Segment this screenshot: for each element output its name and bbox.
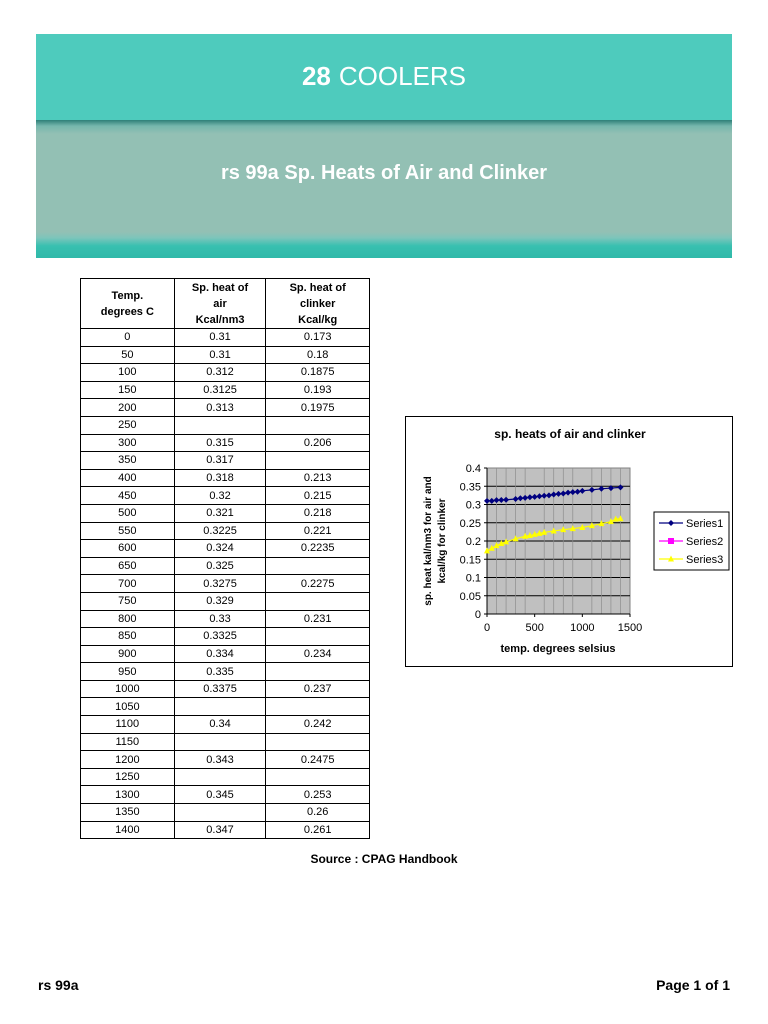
y-tick-label: 0.3 <box>465 499 481 512</box>
table-cell: 0.218 <box>266 504 370 522</box>
table-cell: 550 <box>81 522 175 540</box>
table-cell: 0.347 <box>174 821 266 839</box>
table-cell: 450 <box>81 487 175 505</box>
table-cell: 0.221 <box>266 522 370 540</box>
table-header-cell: Sp. heat of clinker Kcal/kg <box>266 279 370 329</box>
table-row <box>81 821 370 839</box>
table-cell: 0.2475 <box>266 751 370 769</box>
y-tick-label: 0.05 <box>459 590 481 603</box>
y-tick-label: 0.25 <box>459 517 481 530</box>
table-cell: 0.345 <box>174 786 266 804</box>
y-axis-label: kcal/kg for clinker <box>437 498 448 584</box>
table-cell: 850 <box>81 628 175 646</box>
table-cell: 0.313 <box>174 399 266 417</box>
table-cell: 1000 <box>81 680 175 698</box>
table-cell: 0.234 <box>266 645 370 663</box>
table-row <box>81 522 370 540</box>
table-cell <box>266 592 370 610</box>
table-cell <box>266 557 370 575</box>
table-cell: 150 <box>81 381 175 399</box>
table-cell: 1200 <box>81 751 175 769</box>
table-cell: 300 <box>81 434 175 452</box>
table-cell <box>266 416 370 434</box>
table-row <box>81 751 370 769</box>
table-cell: 0.213 <box>266 469 370 487</box>
table-row <box>81 540 370 558</box>
table-cell: 0.312 <box>174 364 266 382</box>
table-row <box>81 575 370 593</box>
table-row <box>81 698 370 716</box>
table-cell: 0.329 <box>174 592 266 610</box>
table-row <box>81 469 370 487</box>
table-cell: 0.2275 <box>266 575 370 593</box>
table-cell: 0.317 <box>174 452 266 470</box>
table-cell: 0.343 <box>174 751 266 769</box>
table-cell: 650 <box>81 557 175 575</box>
table-cell: 0.3275 <box>174 575 266 593</box>
table-cell <box>266 733 370 751</box>
table-cell: 1050 <box>81 698 175 716</box>
x-tick-label: 0 <box>483 622 491 634</box>
table-cell: 0.253 <box>266 786 370 804</box>
table-header-cell: Temp. degrees C <box>81 279 175 329</box>
table-cell: 0.33 <box>174 610 266 628</box>
footer-page-number: Page 1 of 1 <box>656 977 730 993</box>
table-row <box>81 663 370 681</box>
table-cell: 0.334 <box>174 645 266 663</box>
table-cell <box>174 698 266 716</box>
table-cell: 0.242 <box>266 716 370 734</box>
table-cell: 800 <box>81 610 175 628</box>
table-cell: 0.231 <box>266 610 370 628</box>
table-cell: 0.34 <box>174 716 266 734</box>
table-row <box>81 346 370 364</box>
table-cell <box>174 768 266 786</box>
table-cell: 0.324 <box>174 540 266 558</box>
table-cell: 0.237 <box>266 680 370 698</box>
table-cell: 900 <box>81 645 175 663</box>
table-cell: 0.31 <box>174 329 266 347</box>
table-cell: 750 <box>81 592 175 610</box>
table-cell: 0.335 <box>174 663 266 681</box>
table-cell: 0 <box>81 329 175 347</box>
legend-label: Series2 <box>686 536 724 548</box>
y-tick-label: 0.1 <box>465 572 481 585</box>
table-cell: 350 <box>81 452 175 470</box>
table-row <box>81 804 370 822</box>
y-tick-label: 0.15 <box>459 554 481 567</box>
chapter-header <box>36 34 732 120</box>
legend-marker <box>668 538 674 544</box>
table-cell: 1150 <box>81 733 175 751</box>
table-cell: 0.18 <box>266 346 370 364</box>
table-cell: 700 <box>81 575 175 593</box>
y-tick-label: 0.2 <box>465 536 481 548</box>
table-cell: 0.206 <box>266 434 370 452</box>
y-tick-label: 0 <box>474 609 481 621</box>
section-header <box>36 120 732 258</box>
table-row <box>81 592 370 610</box>
table-cell: 250 <box>81 416 175 434</box>
table-cell: 0.26 <box>266 804 370 822</box>
page-subtitle: rs 99a Sp. Heats of Air and Clinker <box>220 162 548 184</box>
table-cell: 0.261 <box>266 821 370 839</box>
y-tick-label: 0.35 <box>459 481 481 494</box>
x-tick-label: 500 <box>525 622 544 634</box>
table-cell: 200 <box>81 399 175 417</box>
specific-heat-table <box>80 278 370 839</box>
table-cell <box>174 733 266 751</box>
table-row <box>81 416 370 434</box>
table-cell: 0.193 <box>266 381 370 399</box>
legend-label: Series3 <box>686 554 724 566</box>
table-cell: 950 <box>81 663 175 681</box>
table-row <box>81 504 370 522</box>
table-row <box>81 786 370 804</box>
table-cell: 0.215 <box>266 487 370 505</box>
chapter-name: COOLERS <box>338 61 467 91</box>
table-row <box>81 716 370 734</box>
table-row <box>81 434 370 452</box>
table-row <box>81 768 370 786</box>
table-cell: 0.32 <box>174 487 266 505</box>
table-cell: 50 <box>81 346 175 364</box>
table-cell: 0.3325 <box>174 628 266 646</box>
y-tick-label: 0.4 <box>465 463 481 475</box>
footer-doc-id: rs 99a <box>38 977 79 993</box>
table-cell: 0.31 <box>174 346 266 364</box>
table-cell: 400 <box>81 469 175 487</box>
table-row <box>81 645 370 663</box>
table-row <box>81 364 370 382</box>
table-cell: 0.3125 <box>174 381 266 399</box>
table-header-cell: Sp. heat of air Kcal/nm3 <box>174 279 266 329</box>
table-body <box>81 329 370 839</box>
legend-label: Series1 <box>686 518 724 530</box>
table-cell: 1350 <box>81 804 175 822</box>
table-cell <box>174 804 266 822</box>
table-row <box>81 399 370 417</box>
table-row <box>81 610 370 628</box>
chart-title: sp. heats of air and clinker <box>494 427 646 441</box>
table-row <box>81 628 370 646</box>
specific-heat-chart <box>405 416 733 667</box>
table-header-row <box>81 279 370 329</box>
table-cell: 0.325 <box>174 557 266 575</box>
table-cell: 500 <box>81 504 175 522</box>
table-cell: 0.318 <box>174 469 266 487</box>
table-cell: 0.2235 <box>266 540 370 558</box>
source-note: Source : CPAG Handbook <box>310 852 458 866</box>
table-cell: 600 <box>81 540 175 558</box>
table-cell: 1100 <box>81 716 175 734</box>
table-row <box>81 381 370 399</box>
table-row <box>81 680 370 698</box>
x-tick-label: 1500 <box>617 622 643 634</box>
table-cell: 1300 <box>81 786 175 804</box>
table-cell <box>266 698 370 716</box>
table-row <box>81 557 370 575</box>
table-row <box>81 733 370 751</box>
table-cell <box>266 452 370 470</box>
chapter-number: 28 <box>301 61 331 91</box>
table-cell <box>266 768 370 786</box>
table-cell: 0.1975 <box>266 399 370 417</box>
table-row <box>81 452 370 470</box>
x-axis-label: temp. degrees selsius <box>500 643 616 655</box>
table-cell: 0.321 <box>174 504 266 522</box>
chart-svg <box>406 417 734 668</box>
x-tick-label: 1000 <box>570 622 595 634</box>
table-cell <box>266 628 370 646</box>
table-cell: 0.315 <box>174 434 266 452</box>
table-cell <box>266 663 370 681</box>
table-cell: 0.173 <box>266 329 370 347</box>
table-cell: 0.3225 <box>174 522 266 540</box>
chapter-title <box>36 61 732 92</box>
table-row <box>81 329 370 347</box>
table-row <box>81 487 370 505</box>
table-cell: 100 <box>81 364 175 382</box>
table-cell <box>174 416 266 434</box>
table-cell: 1250 <box>81 768 175 786</box>
table-cell: 0.1875 <box>266 364 370 382</box>
table-cell: 0.3375 <box>174 680 266 698</box>
table-cell: 1400 <box>81 821 175 839</box>
y-axis-label: sp. heat kal/nm3 for air and <box>423 476 434 606</box>
